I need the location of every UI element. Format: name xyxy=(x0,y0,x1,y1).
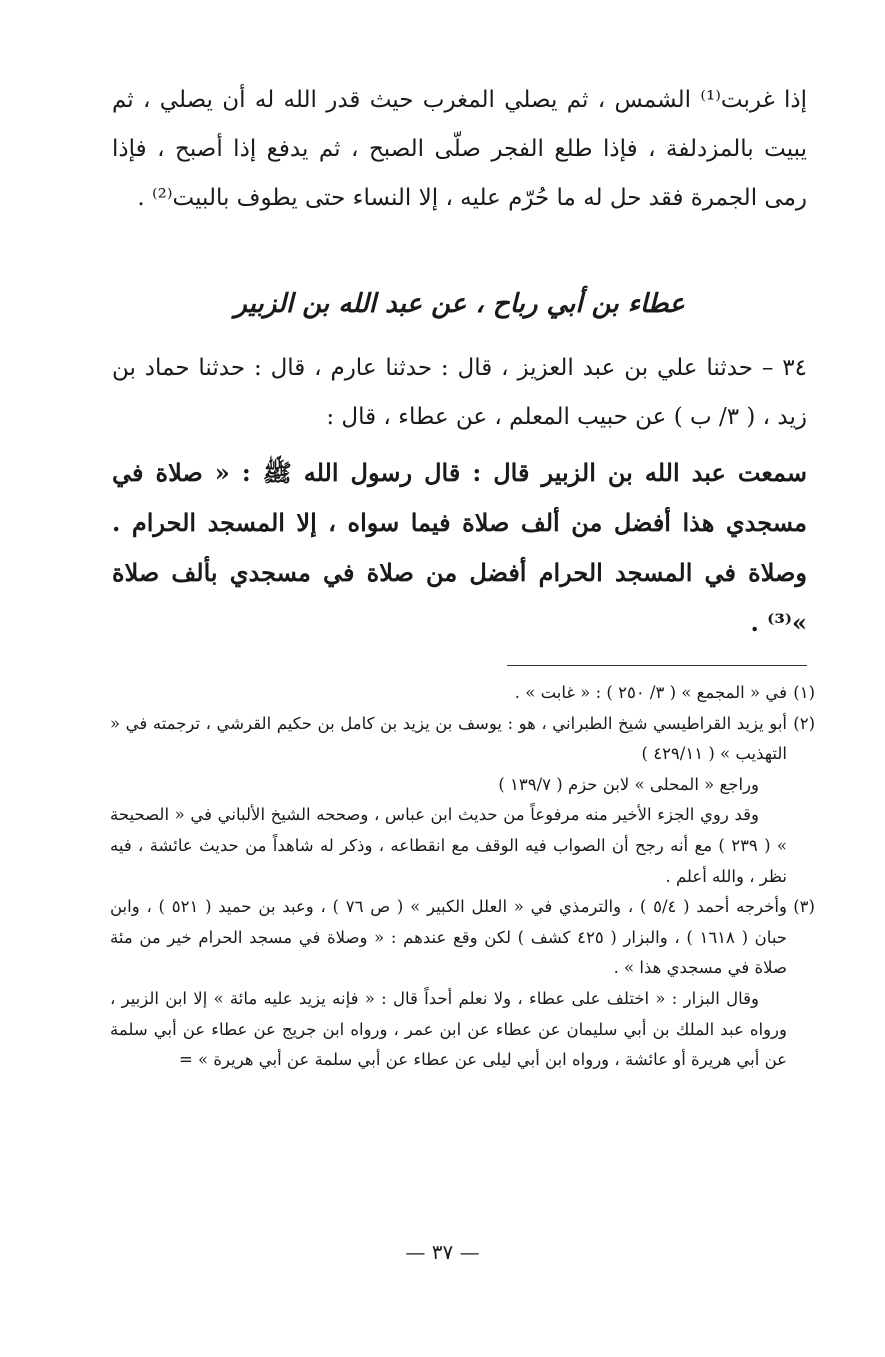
footnote-text: وأخرجه أحمد ( ٥/٤ ) ، والترمذي في « العلل الكبير » ( ص ٧٦ ) ، وعبد بن حميد ( ٥٢١ ) ، وابن حبان ( ١٦١٨ ) ، والبزار ( ٤٢٥ كشف ) لكن وقع عندهم : « وصلاة في مسجد الحرام خير من مئة صلاة في مسجدي هذا » . xyxy=(110,897,788,978)
footnote-2-continuation: وقد روي الجزء الأخير منه مرفوعاً من حديث ابن عباس ، وصححه الشيخ الألباني في « الصحيحة » ( ٢٣٩ ) مع أنه رجح أن الصواب فيه الوقف مع انقطاعه ، وذكر له شاهداً من حديث عائشة ، فيه نظر ، والله أعلم . xyxy=(110,805,788,886)
footnote-1 xyxy=(110,678,815,709)
footnote-divider xyxy=(507,665,807,666)
footnote-3-continuation: وقال البزار : « اختلف على عطاء ، ولا نعلم أحداً قال : « فإنه يزيد عليه مائة » إلا ابن الزبير ، ورواه عبد الملك بن أبي سليمان عن عطاء عن ابن عمر ، ورواه ابن جريج عن عطاء عن أبي سلمة عن أبي هريرة أو عائشة ، ورواه ابن أبي ليلى عن عطاء عن أبي سلمة عن أبي هريرة » = xyxy=(110,988,787,1070)
footnote-2-continuation: وراجع « المحلى » لابن حزم ( ١٣٩/٧ ) xyxy=(498,774,759,794)
footnote-text: في « المجمع » ( ٣/ ٢٥٠ ) : « غابت » . xyxy=(514,683,787,702)
footnotes xyxy=(110,678,815,1076)
footnote-number: (٢) xyxy=(793,713,815,733)
hadith-chain: ٣٤ – حدثنا علي بن عبد العزيز ، قال : حدثنا عارم ، قال : حدثنا حماد بن زيد ، ( ٣/ ب ) عن حبيب المعلم ، عن عطاء ، قال : xyxy=(112,355,807,430)
footnote-number: (٣) xyxy=(793,897,815,917)
hadith-text: سمعت عبد الله بن الزبير قال : قال رسول الله ﷺ : « صلاة في مسجدي هذا أفضل من ألف صلاة فيما سواه ، إلا المسجد الحرام . وصلاة في المسجد الحرام أفضل من صلاة في مسجدي بألف صلاة »⁽³⁾ . xyxy=(112,458,807,637)
footnote-3 xyxy=(110,892,815,984)
footnote-text: أبو يزيد القراطيسي شيخ الطبراني ، هو : يوسف بن يزيد بن كامل بن حكيم القرشي ، ترجمته في « التهذيب » ( ٤٢٩/١١ ) xyxy=(110,713,787,764)
footnote-number: (١) xyxy=(793,683,815,702)
page-number: — ٣٧ — xyxy=(405,1240,480,1264)
section-heading: عطاء بن أبي رباح ، عن عبد الله بن الزبير xyxy=(234,289,685,319)
footnote-2 xyxy=(110,709,815,770)
main-paragraph-1: إذا غربت⁽¹⁾ الشمس ، ثم يصلي المغرب حيث قدر الله له أن يصلي ، ثم يبيت بالمزدلفة ، فإذا طلع الفجر صلّى الصبح ، ثم يدفع إذا أصبح ، فإذا رمى الجمرة فقد حل له ما حُرّم عليه ، إلا النساء حتى يطوف بالبيت⁽²⁾ . xyxy=(112,87,807,211)
